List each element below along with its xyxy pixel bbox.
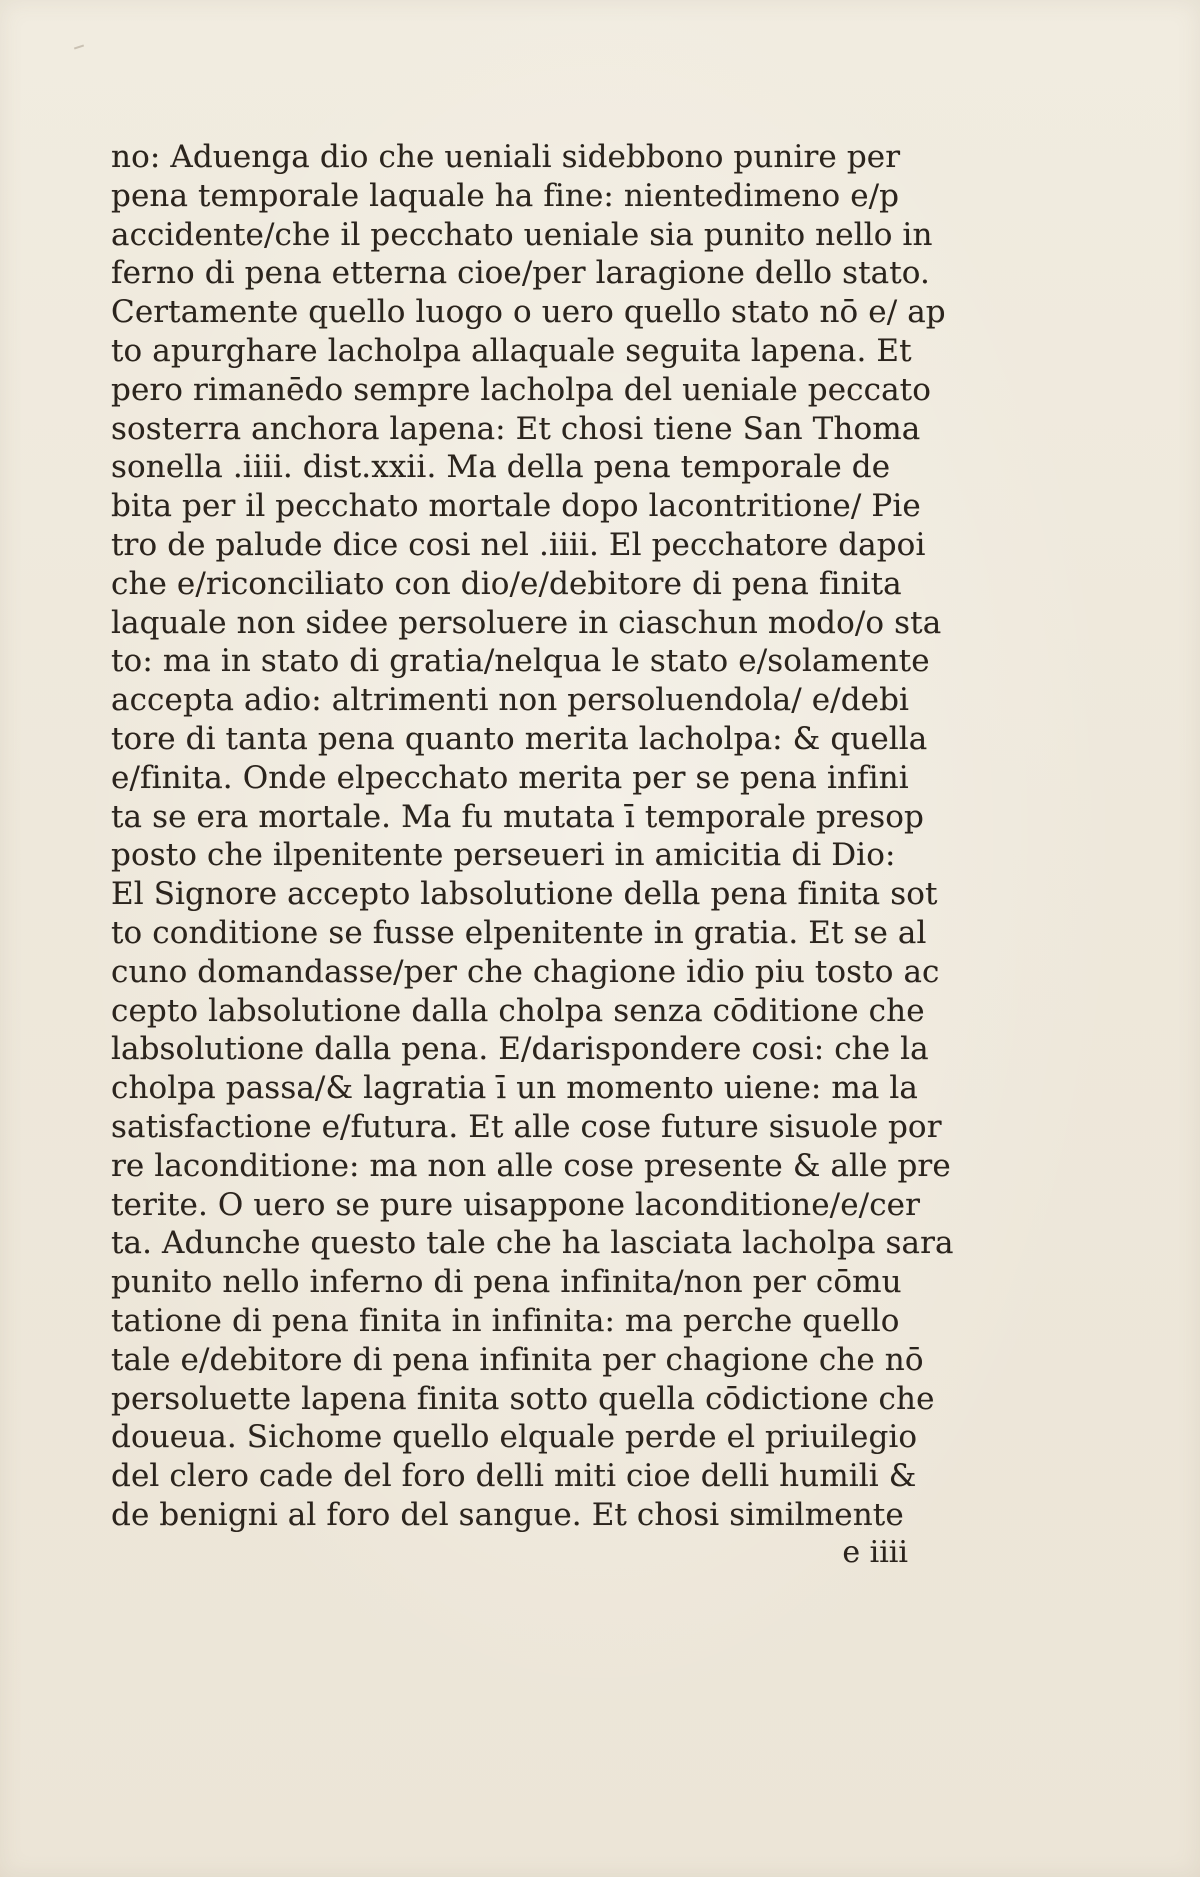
text-line-21: to conditione se fusse elpenitente in gratia. Et se al [111,914,927,951]
text-line-9: sonella .iiii. dist.xxii. Ma della pena temporale de [111,449,891,486]
text-line-18: ta se era mortale. Ma fu mutata ī temporale presop [111,798,924,835]
text-line-2: pena temporale laquale ha fine: nientedimeno e/p [111,177,900,214]
text-line-36: de benigni al foro del sangue. Et chosi similmente [111,1496,904,1533]
text-line-1: no: Aduenga dio che ueniali sidebbono punire per [111,139,901,175]
text-line-24: labsolutione dalla pena. E/darispondere cosi: che la [111,1031,929,1068]
text-line-12: che e/riconciliato con dio/e/debitore di pena finita [111,565,902,602]
text-line-25: cholpa passa/& lagratia ī un momento uiene: ma la [111,1070,919,1107]
text-line-4: ferno di pena etterna cioe/per laragione dello stato. [111,255,930,292]
text-line-19: posto che ilpenitente perseueri in amicitia di Dio: [111,837,896,874]
text-line-26: satisfactione e/futura. Et alle cose future sisuole por [111,1108,942,1145]
text-line-31: tatione di pena finita in infinita: ma perche quello [111,1302,900,1339]
text-block [111,138,954,1535]
text-line-30: punito nello inferno di pena infinita/non per cōmu [111,1264,902,1301]
text-line-29: ta. Adunche questo tale che ha lasciata lacholpa sara [111,1225,954,1262]
text-line-16: tore di tanta pena quanto merita lacholpa: & quella [111,720,928,757]
text-line-5: Certamente quello luogo o uero quello stato nō e/ ap [111,294,946,331]
page-mark [74,45,84,50]
text-line-8: sosterra anchora lapena: Et chosi tiene San Thoma [111,410,921,447]
text-line-27: re laconditione: ma non alle cose presente & alle pre [111,1147,951,1184]
text-line-10: bita per il pecchato mortale dopo lacontritione/ Pie [111,488,921,525]
text-line-28: terite. O uero se pure uisappone laconditione/e/cer [111,1186,921,1223]
text-line-20: El Signore accepto labsolutione della pena finita sot [111,876,938,913]
text-line-14: to: ma in stato di gratia/nelqua le stato e/solamente [111,643,930,680]
text-line-32: tale e/debitore di pena infinita per chagione che nō [111,1341,924,1378]
text-line-15: accepta adio: altrimenti non persoluendola/ e/debi [111,682,910,719]
text-line-17: e/finita. Onde elpecchato merita per se pena infini [111,759,909,796]
text-line-22: cuno domandasse/per che chagione idio piu tosto ac [111,953,940,990]
text-line-35: del clero cade del foro delli miti cioe delli humili & [111,1458,917,1495]
text-line-7: pero rimanēdo sempre lacholpa del ueniale peccato [111,371,931,408]
text-line-3: accidente/che il pecchato ueniale sia punito nello in [111,216,933,253]
text-line-34: doueua. Sichome quello elquale perde el priuilegio [111,1419,918,1456]
text-line-13: laquale non sidee persoluere in ciaschun modo/o sta [111,604,942,641]
text-line-33: persoluette lapena finita sotto quella cōdictione che [111,1380,935,1417]
text-line-6: to apurghare lacholpa allaquale seguita lapena. Et [111,332,912,369]
text-line-11: tro de palude dice cosi nel .iiii. El pecchatore dapoi [111,526,926,563]
signature-mark: e iiii [842,1535,908,1570]
text-line-23: cepto labsolutione dalla cholpa senza cōditione che [111,992,925,1029]
